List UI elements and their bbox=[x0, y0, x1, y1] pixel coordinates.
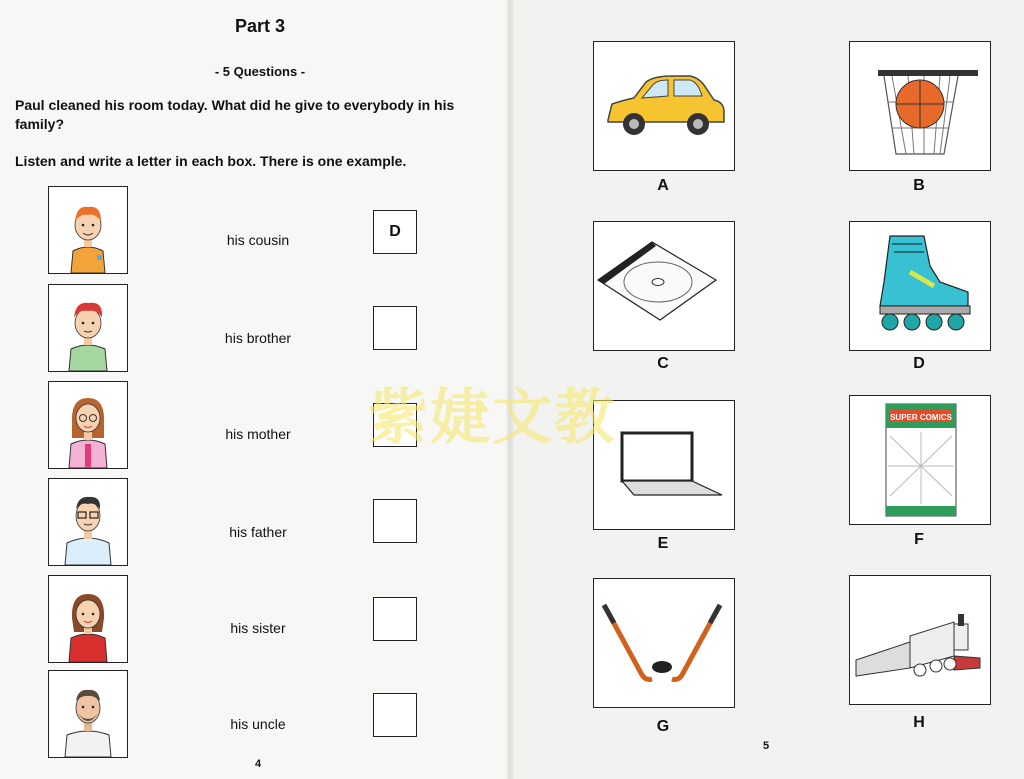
option-c-letter: C bbox=[657, 355, 669, 372]
brother-picture bbox=[48, 284, 128, 372]
option-a-picture bbox=[593, 41, 735, 171]
answer-box-uncle[interactable] bbox=[373, 693, 417, 737]
comic-book-icon bbox=[850, 396, 990, 524]
person-label-cousin: his cousin bbox=[226, 232, 290, 248]
father-picture bbox=[48, 478, 128, 566]
option-f-picture bbox=[849, 395, 991, 525]
train-icon bbox=[850, 576, 990, 704]
hockey-sticks-icon bbox=[594, 579, 734, 707]
questions-count: - 5 Questions - bbox=[214, 64, 306, 79]
option-c-picture bbox=[593, 221, 735, 351]
answer-box-father[interactable] bbox=[373, 499, 417, 543]
question-text: Paul cleaned his room today. What did he give to everybody in his family? bbox=[15, 97, 455, 132]
option-d-picture bbox=[849, 221, 991, 351]
cousin-picture bbox=[48, 186, 128, 274]
option-h-letter: H bbox=[913, 714, 925, 731]
sister-picture bbox=[48, 575, 128, 663]
option-e-letter: E bbox=[657, 535, 669, 552]
person-label-sister: his sister bbox=[230, 620, 286, 636]
option-h-picture bbox=[849, 575, 991, 705]
option-d-letter: D bbox=[913, 355, 925, 372]
car-icon bbox=[594, 42, 734, 170]
person-label-father: his father bbox=[229, 524, 287, 540]
cd-icon bbox=[594, 222, 734, 350]
person-label-brother: his brother bbox=[224, 330, 292, 346]
option-b-letter: B bbox=[913, 177, 925, 194]
option-g-letter: G bbox=[656, 718, 670, 735]
instruction-text: Listen and write a letter in each box. There is one example. bbox=[15, 153, 407, 169]
option-a-letter: A bbox=[657, 177, 669, 194]
answer-box-sister[interactable] bbox=[373, 597, 417, 641]
page-number-left: 4 bbox=[255, 758, 262, 770]
mother-picture bbox=[48, 381, 128, 469]
answer-box-cousin[interactable]: D bbox=[373, 210, 417, 254]
basketball-hoop-icon bbox=[850, 42, 990, 170]
person-label-mother: his mother bbox=[225, 426, 291, 442]
person-label-uncle: his uncle bbox=[230, 716, 286, 732]
watermark-text: 紫婕文教 bbox=[368, 383, 616, 453]
page-number-right: 5 bbox=[763, 740, 770, 752]
part-title: Part 3 bbox=[234, 16, 286, 36]
option-f-letter: F bbox=[914, 531, 924, 548]
option-b-picture bbox=[849, 41, 991, 171]
option-g-picture bbox=[593, 578, 735, 708]
uncle-picture bbox=[48, 670, 128, 758]
comic-cover-title: SUPER COMICS bbox=[890, 413, 952, 422]
rollerblade-icon bbox=[850, 222, 990, 350]
answer-box-brother[interactable] bbox=[373, 306, 417, 350]
